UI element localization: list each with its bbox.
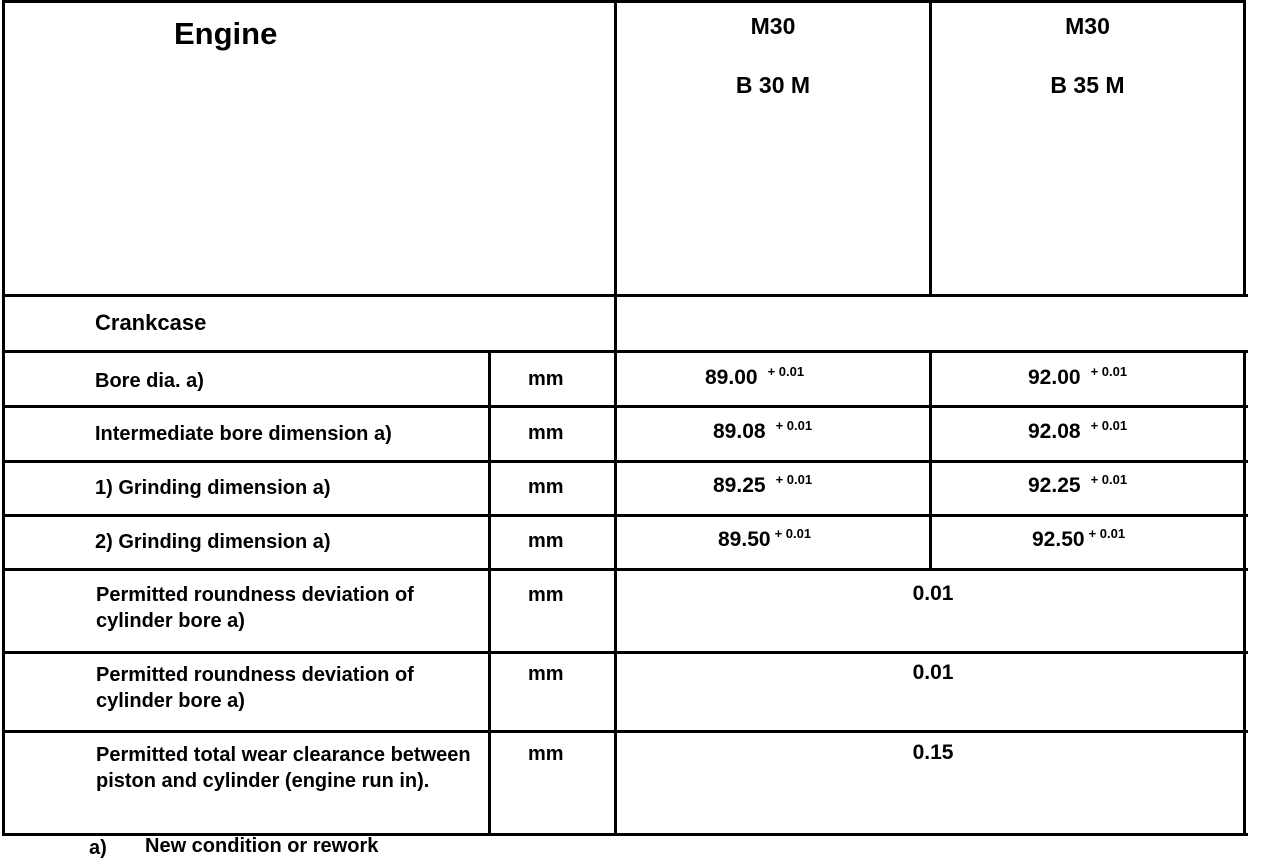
border-col-split-top bbox=[929, 0, 932, 297]
row-label: Permitted roundness deviation of cylinder bore a) bbox=[96, 584, 414, 632]
border-row6-bottom bbox=[2, 730, 1248, 733]
row-label: Bore dia. a) bbox=[95, 370, 204, 392]
row-value-col1 bbox=[713, 418, 813, 443]
border-row1-bottom bbox=[2, 405, 1248, 408]
row-unit: mm bbox=[528, 530, 564, 552]
value: 92.50 bbox=[1032, 528, 1085, 551]
row-label: 2) Grinding dimension a) bbox=[95, 531, 331, 553]
row-unit: mm bbox=[528, 368, 564, 390]
tolerance: + 0.01 bbox=[1090, 364, 1128, 379]
value: 89.00 bbox=[705, 366, 758, 389]
border-col-values-left bbox=[614, 0, 617, 836]
section-title: Crankcase bbox=[95, 310, 207, 335]
tolerance: + 0.01 bbox=[775, 472, 813, 487]
row-value-col2 bbox=[1028, 364, 1128, 389]
border-row4-bottom bbox=[2, 568, 1248, 571]
row-label: Permitted roundness deviation of cylinder bore a) bbox=[96, 664, 414, 712]
row-unit: mm bbox=[528, 422, 564, 444]
tolerance: + 0.01 bbox=[1088, 526, 1126, 541]
border-header-bottom bbox=[2, 294, 1248, 297]
border-right-top bbox=[1243, 0, 1246, 297]
col2-model-line1: M30 bbox=[1065, 13, 1110, 39]
row-value-col1 bbox=[718, 526, 812, 551]
border-unit-col bbox=[488, 350, 491, 836]
border-left bbox=[2, 0, 5, 836]
tolerance: + 0.01 bbox=[1090, 472, 1128, 487]
col1-model-line1: M30 bbox=[750, 13, 796, 39]
border-crankcase-bottom bbox=[2, 350, 1248, 353]
tolerance: + 0.01 bbox=[774, 526, 812, 541]
footnote-marker: a) bbox=[89, 837, 107, 859]
row-unit: mm bbox=[528, 663, 564, 685]
row-value-col1 bbox=[713, 472, 813, 497]
footnote-text: New condition or rework bbox=[145, 835, 379, 857]
merged-value: 0.01 bbox=[912, 582, 954, 605]
row-unit: mm bbox=[528, 476, 564, 498]
border-row2-bottom bbox=[2, 460, 1248, 463]
merged-value: 0.01 bbox=[912, 661, 954, 684]
border-col-split-rows bbox=[929, 350, 932, 571]
merged-value: 0.15 bbox=[912, 741, 954, 764]
row-value-col2 bbox=[1032, 526, 1126, 551]
row-value-col2 bbox=[1028, 472, 1128, 497]
value: 92.08 bbox=[1028, 420, 1081, 443]
tolerance: + 0.01 bbox=[775, 418, 813, 433]
value: 92.00 bbox=[1028, 366, 1081, 389]
row-unit: mm bbox=[528, 743, 564, 765]
border-row3-bottom bbox=[2, 514, 1248, 517]
border-top bbox=[2, 0, 1246, 3]
row-unit: mm bbox=[528, 584, 564, 606]
col2-model-line2: B 35 M bbox=[1050, 72, 1125, 98]
tolerance: + 0.01 bbox=[1090, 418, 1128, 433]
row-label: Intermediate bore dimension a) bbox=[95, 423, 392, 445]
col1-model-line2: B 30 M bbox=[735, 72, 811, 98]
border-row5-bottom bbox=[2, 651, 1248, 654]
row-value-col2 bbox=[1028, 418, 1128, 443]
row-label: Permitted total wear clearance between piston and cylinder (engine run in). bbox=[96, 744, 471, 792]
row-value-col1 bbox=[705, 364, 805, 389]
row-label: 1) Grinding dimension a) bbox=[95, 477, 331, 499]
engine-header: Engine bbox=[174, 16, 278, 51]
value: 89.08 bbox=[713, 420, 766, 443]
value: 92.25 bbox=[1028, 474, 1081, 497]
value: 89.50 bbox=[718, 528, 771, 551]
value: 89.25 bbox=[713, 474, 766, 497]
tolerance: + 0.01 bbox=[767, 364, 805, 379]
